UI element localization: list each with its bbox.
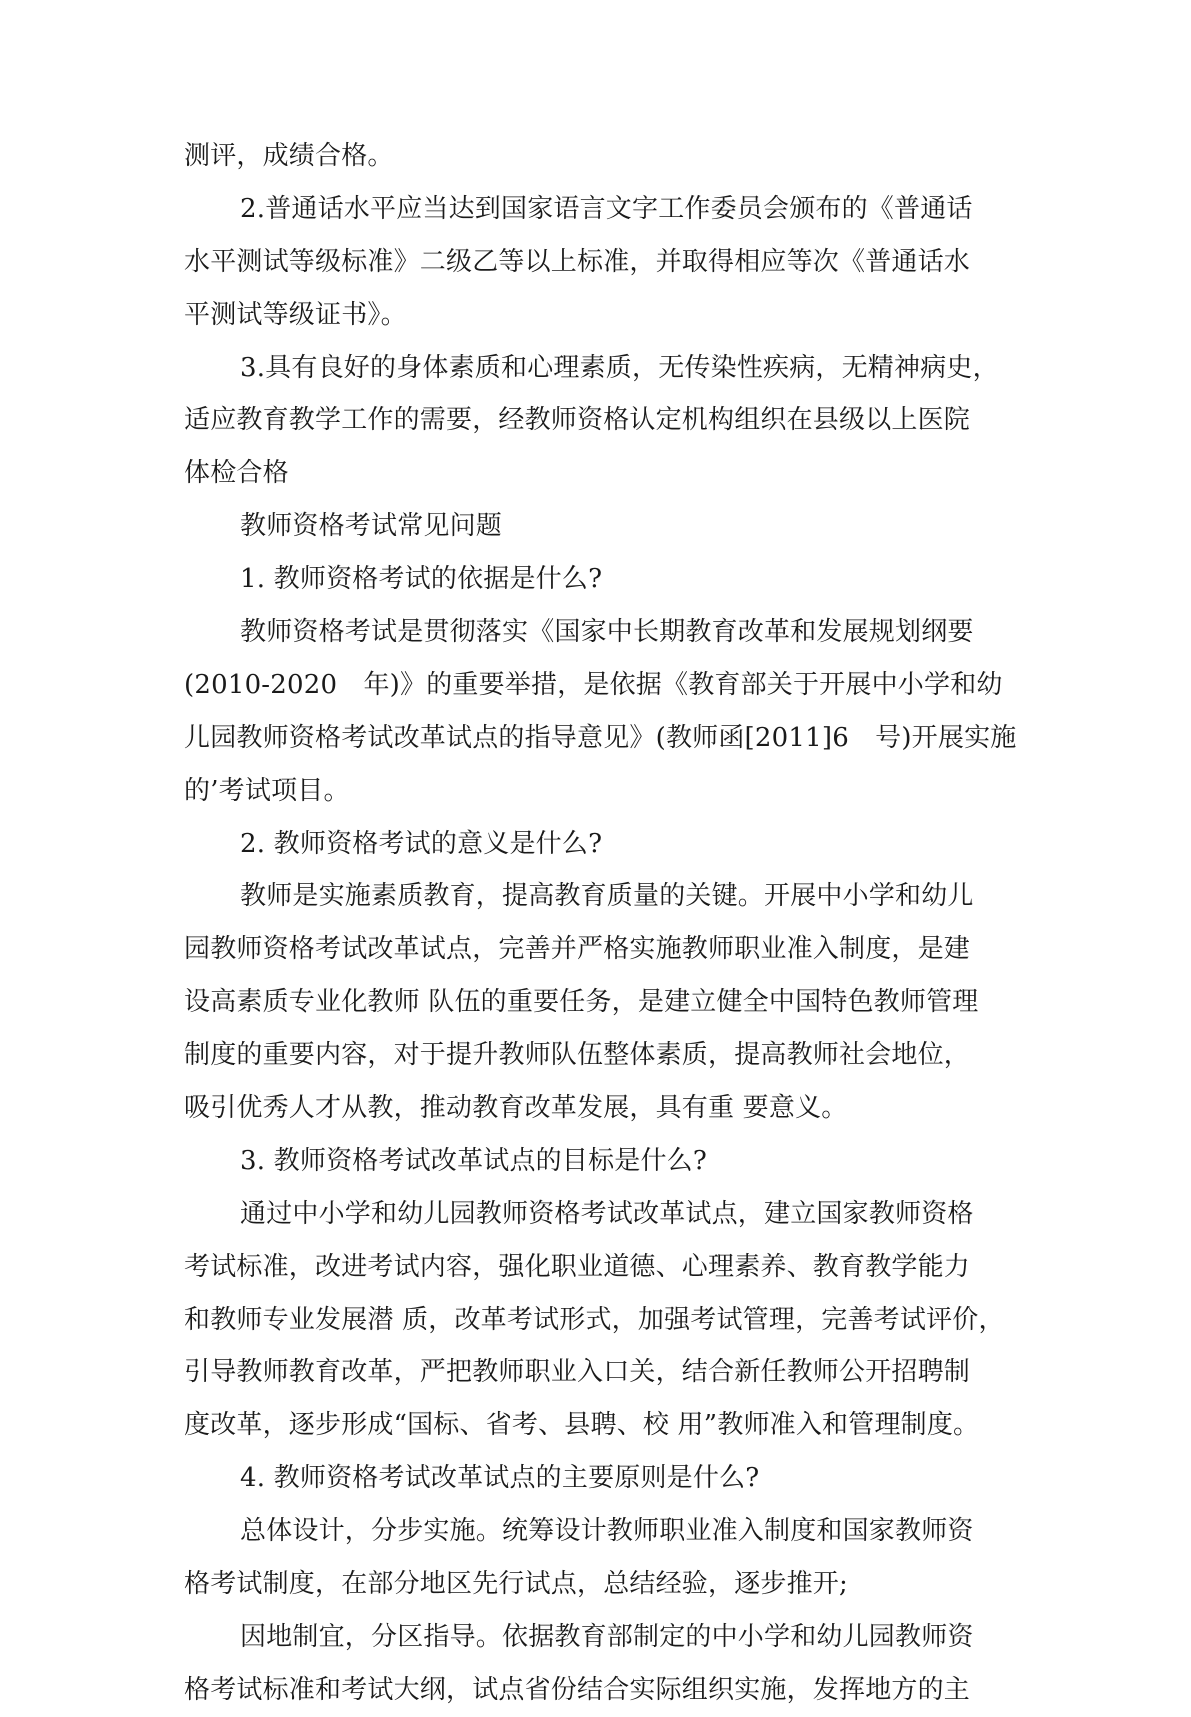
- document-body: [184, 130, 1032, 1717]
- text-line: 设高素质专业化教师 队伍的重要任务，是建立健全中国特色教师管理: [184, 987, 979, 1018]
- text-line: 儿园教师资格考试改革试点的指导意见》(教师函[2011]6 号)开展实施: [184, 722, 1017, 753]
- text-line: 因地制宜，分区指导。依据教育部制定的中小学和幼儿园教师资: [240, 1621, 974, 1652]
- text-line: 4. 教师资格考试改革试点的主要原则是什么?: [240, 1463, 760, 1494]
- text-line: 考试标准，改进考试内容，强化职业道德、心理素养、教育教学能力: [184, 1251, 971, 1282]
- text-line: (2010-2020 年)》的重要举措，是依据《教育部关于开展中小学和幼: [184, 669, 1003, 700]
- text-line: 教师是实施素质教育，提高教育质量的关键。开展中小学和幼儿: [240, 881, 974, 912]
- text-line: 和教师专业发展潜 质，改革考试形式，加强考试管理，完善考试评价，: [184, 1304, 1005, 1335]
- text-line: 教师资格考试是贯彻落实《国家中长期教育改革和发展规划纲要: [240, 617, 974, 648]
- text-line: 通过中小学和幼儿园教师资格考试改革试点，建立国家教师资格: [240, 1198, 974, 1229]
- text-line: 3. 教师资格考试改革试点的目标是什么?: [240, 1145, 708, 1176]
- text-line: 3.具有良好的身体素质和心理素质，无传染性疾病，无精神病史，: [240, 352, 999, 383]
- text-line: 园教师资格考试改革试点，完善并严格实施教师职业准入制度，是建: [184, 934, 971, 965]
- text-line: 的’考试项目。: [184, 775, 350, 806]
- text-line: 测评，成绩合格。: [184, 141, 394, 171]
- text-line: 总体设计，分步实施。统筹设计教师职业准入制度和国家教师资: [240, 1516, 974, 1547]
- text-line: 格考试制度，在部分地区先行试点，总结经验，逐步推开;: [184, 1569, 848, 1600]
- text-line: 体检合格: [184, 458, 289, 489]
- text-line: 吸引优秀人才从教，推动教育改革发展，具有重 要意义。: [184, 1093, 848, 1124]
- text-line: 2. 教师资格考试的意义是什么?: [240, 828, 603, 859]
- text-line: 平测试等级证书》。: [184, 299, 407, 330]
- text-line: 制度的重要内容，对于提升教师队伍整体素质，提高教师社会地位，: [184, 1040, 971, 1071]
- text-line: 度改革，逐步形成“国标、省考、县聘、校 用”教师准入和管理制度。: [184, 1410, 980, 1441]
- text-line: 2.普通话水平应当达到国家语言文字工作委员会颁布的《普通话: [240, 193, 973, 224]
- text-line: 水平测试等级标准》二级乙等以上标准，并取得相应等次《普通话水: [184, 246, 971, 277]
- text-line: 格考试标准和考试大纲，试点省份结合实际组织实施，发挥地方的主: [184, 1674, 971, 1705]
- text-line: 1. 教师资格考试的依据是什么?: [240, 564, 603, 595]
- text-line: 教师资格考试常见问题: [240, 511, 503, 542]
- text-line: 适应教育教学工作的需要，经教师资格认定机构组织在县级以上医院: [184, 405, 971, 436]
- text-line: 引导教师教育改革，严把教师职业入口关，结合新任教师公开招聘制: [184, 1357, 971, 1388]
